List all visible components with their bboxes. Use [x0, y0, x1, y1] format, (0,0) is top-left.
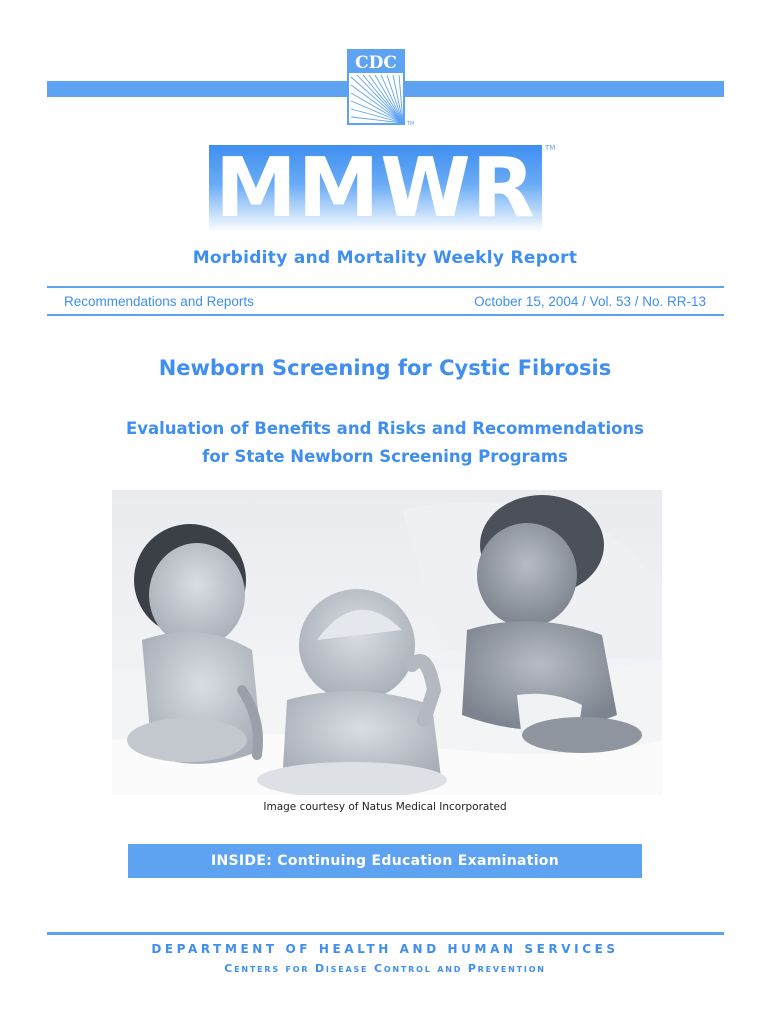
inside-banner: [128, 844, 642, 878]
divider-bottom: [47, 314, 724, 316]
inside-label: INSIDE: Continuing Education Examination: [211, 853, 559, 869]
report-subtitle-line2: for State Newborn Screening Programs: [202, 447, 568, 466]
issue-label: October 15, 2004 / Vol. 53 / No. RR-13: [474, 294, 706, 309]
department-name: DEPARTMENT OF HEALTH AND HUMAN SERVICES: [151, 942, 619, 956]
cover-photo: [112, 490, 662, 795]
publication-name: Morbidity and Mortality Weekly Report: [192, 248, 578, 268]
divider-top: [47, 286, 724, 288]
photo-three-babies-icon: [112, 490, 662, 795]
cdc-logo-text: CDC: [355, 53, 397, 73]
series-label: Recommendations and Reports: [64, 294, 254, 309]
agency-name: Centers for Disease Control and Prevention: [224, 962, 546, 975]
logo-trademark: TM: [407, 121, 414, 127]
report-title: Newborn Screening for Cystic Fibrosis: [158, 356, 612, 380]
masthead-title: MMWR: [215, 145, 536, 232]
footer-divider: [47, 932, 724, 935]
cdc-logo-icon: [347, 49, 414, 127]
masthead-trademark: TM: [545, 144, 556, 152]
photo-credit: Image courtesy of Natus Medical Incorporated: [263, 801, 507, 813]
masthead: [209, 145, 542, 232]
cdc-logo: [347, 49, 414, 127]
report-subtitle-line1: Evaluation of Benefits and Risks and Recommendations: [125, 419, 645, 438]
report-subtitle: [0, 415, 770, 471]
